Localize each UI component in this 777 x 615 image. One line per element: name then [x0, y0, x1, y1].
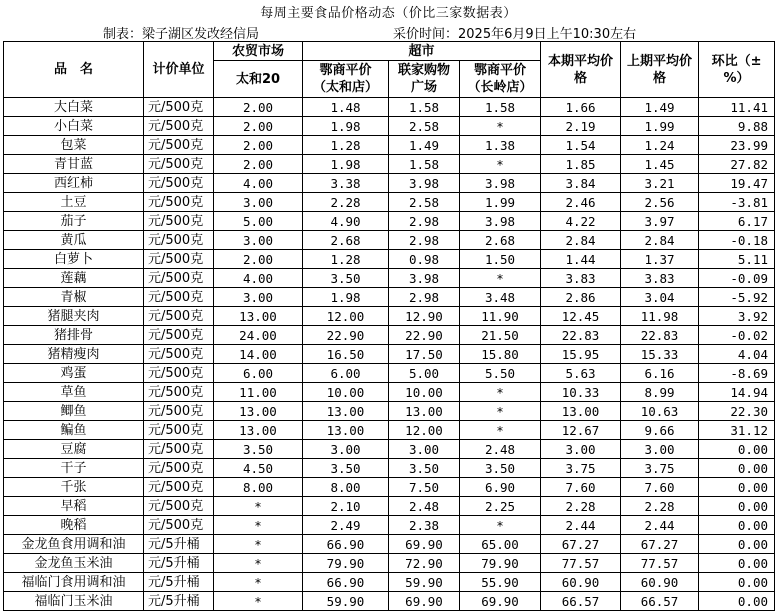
price-eshang-taihe: 66.90 — [303, 573, 389, 592]
item-unit: 元/500克 — [144, 212, 214, 231]
item-name: 千张 — [4, 478, 144, 497]
previous-average: 1.49 — [621, 98, 699, 117]
price-taihe20: * — [214, 497, 303, 516]
item-name: 豆腐 — [4, 440, 144, 459]
price-eshang-changling: 2.25 — [460, 497, 541, 516]
item-name: 晚稻 — [4, 516, 144, 535]
price-eshang-changling: 3.48 — [460, 288, 541, 307]
table-row — [4, 231, 775, 250]
price-eshang-changling: 3.98 — [460, 174, 541, 193]
price-lianjia: 3.98 — [389, 174, 460, 193]
previous-average: 2.28 — [621, 497, 699, 516]
previous-average: 8.99 — [621, 383, 699, 402]
current-average: 15.95 — [541, 345, 621, 364]
change-percent: 27.82 — [699, 155, 775, 174]
table-row — [4, 421, 775, 440]
table-row — [4, 136, 775, 155]
price-eshang-taihe: 2.49 — [303, 516, 389, 535]
item-name: 莲藕 — [4, 269, 144, 288]
price-taihe20: 4.00 — [214, 174, 303, 193]
price-eshang-taihe: 3.50 — [303, 269, 389, 288]
item-unit: 元/500克 — [144, 193, 214, 212]
current-average: 1.66 — [541, 98, 621, 117]
item-name: 鳊鱼 — [4, 421, 144, 440]
table-row — [4, 288, 775, 307]
price-eshang-taihe: 4.90 — [303, 212, 389, 231]
change-percent: 0.00 — [699, 440, 775, 459]
item-unit: 元/500克 — [144, 345, 214, 364]
previous-average: 3.00 — [621, 440, 699, 459]
price-eshang-changling: 2.48 — [460, 440, 541, 459]
table-row — [4, 250, 775, 269]
price-eshang-changling: 2.68 — [460, 231, 541, 250]
price-eshang-changling: * — [460, 117, 541, 136]
price-taihe20: 3.00 — [214, 288, 303, 307]
change-percent: 3.92 — [699, 307, 775, 326]
table-row — [4, 269, 775, 288]
header-farm-market: 农贸市场 — [214, 42, 303, 61]
current-average: 3.84 — [541, 174, 621, 193]
price-taihe20: 2.00 — [214, 98, 303, 117]
price-lianjia: 10.00 — [389, 383, 460, 402]
item-unit: 元/500克 — [144, 136, 214, 155]
item-unit: 元/500克 — [144, 250, 214, 269]
table-row — [4, 478, 775, 497]
price-eshang-taihe: 13.00 — [303, 402, 389, 421]
price-taihe20: * — [214, 592, 303, 611]
price-eshang-changling: 15.80 — [460, 345, 541, 364]
price-lianjia: 2.58 — [389, 193, 460, 212]
header-unit: 计价单位 — [144, 42, 214, 98]
item-name: 白萝卜 — [4, 250, 144, 269]
price-lianjia: 1.49 — [389, 136, 460, 155]
previous-average: 3.97 — [621, 212, 699, 231]
item-unit: 元/500克 — [144, 459, 214, 478]
table-row — [4, 364, 775, 383]
price-lianjia: 2.38 — [389, 516, 460, 535]
price-taihe20: 2.00 — [214, 136, 303, 155]
item-unit: 元/500克 — [144, 326, 214, 345]
item-name: 福临门玉米油 — [4, 592, 144, 611]
change-percent: 0.00 — [699, 478, 775, 497]
change-percent: 0.00 — [699, 459, 775, 478]
change-percent: 0.00 — [699, 554, 775, 573]
previous-average: 1.37 — [621, 250, 699, 269]
table-row — [4, 535, 775, 554]
item-unit: 元/500克 — [144, 383, 214, 402]
price-taihe20: 2.00 — [214, 117, 303, 136]
current-average: 4.22 — [541, 212, 621, 231]
item-unit: 元/500克 — [144, 421, 214, 440]
price-eshang-changling: 69.90 — [460, 592, 541, 611]
item-name: 西红柿 — [4, 174, 144, 193]
current-average: 5.63 — [541, 364, 621, 383]
current-average: 60.90 — [541, 573, 621, 592]
header-supermarket: 超市 — [303, 42, 541, 61]
price-lianjia: 2.98 — [389, 212, 460, 231]
current-average: 3.00 — [541, 440, 621, 459]
item-name: 青甘蓝 — [4, 155, 144, 174]
item-name: 干子 — [4, 459, 144, 478]
price-eshang-changling: * — [460, 269, 541, 288]
price-eshang-changling: * — [460, 516, 541, 535]
price-lianjia: 69.90 — [389, 592, 460, 611]
current-average: 12.45 — [541, 307, 621, 326]
previous-average: 9.66 — [621, 421, 699, 440]
current-average: 2.28 — [541, 497, 621, 516]
previous-average: 67.27 — [621, 535, 699, 554]
price-eshang-taihe: 1.28 — [303, 136, 389, 155]
item-unit: 元/500克 — [144, 98, 214, 117]
table-row — [4, 573, 775, 592]
price-taihe20: 13.00 — [214, 307, 303, 326]
current-average: 1.85 — [541, 155, 621, 174]
price-eshang-changling: * — [460, 421, 541, 440]
price-lianjia: 3.00 — [389, 440, 460, 459]
table-row — [4, 383, 775, 402]
item-unit: 元/500克 — [144, 516, 214, 535]
item-unit: 元/500克 — [144, 478, 214, 497]
price-eshang-changling: 1.50 — [460, 250, 541, 269]
change-percent: -3.81 — [699, 193, 775, 212]
current-average: 1.54 — [541, 136, 621, 155]
previous-average: 2.44 — [621, 516, 699, 535]
price-eshang-taihe: 16.50 — [303, 345, 389, 364]
current-average: 12.67 — [541, 421, 621, 440]
price-eshang-changling: 1.99 — [460, 193, 541, 212]
item-unit: 元/5升桶 — [144, 573, 214, 592]
item-unit: 元/500克 — [144, 440, 214, 459]
current-average: 3.75 — [541, 459, 621, 478]
current-average: 2.19 — [541, 117, 621, 136]
current-average: 2.84 — [541, 231, 621, 250]
previous-average: 6.16 — [621, 364, 699, 383]
change-percent: 23.99 — [699, 136, 775, 155]
header-lianjia: 联家购物广场 — [389, 61, 460, 98]
price-eshang-changling: 65.00 — [460, 535, 541, 554]
item-unit: 元/500克 — [144, 288, 214, 307]
price-taihe20: 13.00 — [214, 402, 303, 421]
previous-average: 2.56 — [621, 193, 699, 212]
previous-average: 11.98 — [621, 307, 699, 326]
item-name: 鸡蛋 — [4, 364, 144, 383]
table-row — [4, 459, 775, 478]
previous-average: 22.83 — [621, 326, 699, 345]
item-unit: 元/500克 — [144, 364, 214, 383]
change-percent: 9.88 — [699, 117, 775, 136]
price-lianjia: 12.00 — [389, 421, 460, 440]
price-eshang-taihe: 59.90 — [303, 592, 389, 611]
table-row — [4, 554, 775, 573]
price-eshang-taihe: 10.00 — [303, 383, 389, 402]
current-average: 2.44 — [541, 516, 621, 535]
change-percent: 0.00 — [699, 573, 775, 592]
table-row — [4, 212, 775, 231]
previous-average: 15.33 — [621, 345, 699, 364]
current-average: 1.44 — [541, 250, 621, 269]
table-row — [4, 440, 775, 459]
previous-average: 10.63 — [621, 402, 699, 421]
item-name: 草鱼 — [4, 383, 144, 402]
table-row — [4, 193, 775, 212]
price-taihe20: 3.00 — [214, 193, 303, 212]
item-unit: 元/5升桶 — [144, 554, 214, 573]
change-percent: -0.02 — [699, 326, 775, 345]
current-average: 3.83 — [541, 269, 621, 288]
change-percent: 11.41 — [699, 98, 775, 117]
previous-average: 1.99 — [621, 117, 699, 136]
price-eshang-changling: 11.90 — [460, 307, 541, 326]
price-taihe20: 11.00 — [214, 383, 303, 402]
price-eshang-taihe: 1.28 — [303, 250, 389, 269]
price-taihe20: 3.50 — [214, 440, 303, 459]
price-eshang-changling: 79.90 — [460, 554, 541, 573]
price-lianjia: 2.48 — [389, 497, 460, 516]
previous-average: 2.84 — [621, 231, 699, 250]
item-unit: 元/500克 — [144, 155, 214, 174]
price-lianjia: 69.90 — [389, 535, 460, 554]
price-lianjia: 5.00 — [389, 364, 460, 383]
price-taihe20: * — [214, 554, 303, 573]
price-taihe20: 2.00 — [214, 250, 303, 269]
price-eshang-taihe: 1.98 — [303, 155, 389, 174]
table-row — [4, 345, 775, 364]
price-lianjia: 72.90 — [389, 554, 460, 573]
change-percent: 0.00 — [699, 516, 775, 535]
table-row — [4, 497, 775, 516]
item-name: 福临门食用调和油 — [4, 573, 144, 592]
table-row — [4, 155, 775, 174]
table-row — [4, 592, 775, 611]
price-taihe20: 13.00 — [214, 421, 303, 440]
current-average: 66.57 — [541, 592, 621, 611]
table-row — [4, 174, 775, 193]
price-lianjia: 13.00 — [389, 402, 460, 421]
price-eshang-taihe: 2.10 — [303, 497, 389, 516]
current-average: 10.33 — [541, 383, 621, 402]
change-percent: 14.94 — [699, 383, 775, 402]
current-average: 2.86 — [541, 288, 621, 307]
price-eshang-taihe: 8.00 — [303, 478, 389, 497]
change-percent: -8.69 — [699, 364, 775, 383]
price-lianjia: 1.58 — [389, 98, 460, 117]
item-name: 大白菜 — [4, 98, 144, 117]
price-eshang-taihe: 3.38 — [303, 174, 389, 193]
price-taihe20: * — [214, 516, 303, 535]
header-previous-avg: 上期平均价格 — [621, 42, 699, 98]
item-unit: 元/500克 — [144, 402, 214, 421]
price-eshang-taihe: 66.90 — [303, 535, 389, 554]
price-eshang-taihe: 3.00 — [303, 440, 389, 459]
price-eshang-taihe: 1.98 — [303, 288, 389, 307]
previous-average: 7.60 — [621, 478, 699, 497]
previous-average: 1.45 — [621, 155, 699, 174]
item-unit: 元/500克 — [144, 231, 214, 250]
change-percent: 5.11 — [699, 250, 775, 269]
price-taihe20: 4.50 — [214, 459, 303, 478]
price-eshang-taihe: 79.90 — [303, 554, 389, 573]
price-lianjia: 3.98 — [389, 269, 460, 288]
item-name: 猪排骨 — [4, 326, 144, 345]
item-unit: 元/500克 — [144, 174, 214, 193]
item-unit: 元/500克 — [144, 269, 214, 288]
previous-average: 77.57 — [621, 554, 699, 573]
price-eshang-taihe: 22.90 — [303, 326, 389, 345]
table-row — [4, 117, 775, 136]
price-taihe20: 24.00 — [214, 326, 303, 345]
item-name: 早稻 — [4, 497, 144, 516]
price-lianjia: 0.98 — [389, 250, 460, 269]
current-average: 13.00 — [541, 402, 621, 421]
price-lianjia: 17.50 — [389, 345, 460, 364]
price-eshang-taihe: 1.48 — [303, 98, 389, 117]
current-average: 67.27 — [541, 535, 621, 554]
price-lianjia: 12.90 — [389, 307, 460, 326]
price-eshang-taihe: 12.00 — [303, 307, 389, 326]
item-name: 茄子 — [4, 212, 144, 231]
header-change: 环比（±%） — [699, 42, 775, 98]
previous-average: 66.57 — [621, 592, 699, 611]
price-taihe20: * — [214, 535, 303, 554]
change-percent: 31.12 — [699, 421, 775, 440]
item-name: 小白菜 — [4, 117, 144, 136]
header-current-avg: 本期平均价格 — [541, 42, 621, 98]
header-eshang-taihe: 鄂商平价（太和店） — [303, 61, 389, 98]
price-taihe20: 6.00 — [214, 364, 303, 383]
current-average: 77.57 — [541, 554, 621, 573]
header-taihe20: 太和20 — [214, 61, 303, 98]
price-lianjia: 1.58 — [389, 155, 460, 174]
price-taihe20: 5.00 — [214, 212, 303, 231]
table-row — [4, 307, 775, 326]
previous-average: 3.21 — [621, 174, 699, 193]
collect-time-label: 采价时间：2025年6月9日上午10:30左右 — [393, 27, 637, 42]
price-taihe20: 14.00 — [214, 345, 303, 364]
price-eshang-changling: 5.50 — [460, 364, 541, 383]
table-row — [4, 98, 775, 117]
previous-average: 60.90 — [621, 573, 699, 592]
current-average: 7.60 — [541, 478, 621, 497]
price-eshang-changling: 1.38 — [460, 136, 541, 155]
change-percent: 4.04 — [699, 345, 775, 364]
price-eshang-changling: 3.50 — [460, 459, 541, 478]
price-eshang-changling: * — [460, 155, 541, 174]
item-unit: 元/5升桶 — [144, 535, 214, 554]
sheet-title: 每周主要食品价格动态（价比三家数据表） — [260, 6, 517, 21]
item-name: 金龙鱼食用调和油 — [4, 535, 144, 554]
price-eshang-changling: * — [460, 383, 541, 402]
item-name: 猪腿夹肉 — [4, 307, 144, 326]
price-eshang-changling: 3.98 — [460, 212, 541, 231]
item-name: 青椒 — [4, 288, 144, 307]
price-eshang-changling: * — [460, 402, 541, 421]
price-taihe20: 4.00 — [214, 269, 303, 288]
current-average: 22.83 — [541, 326, 621, 345]
price-eshang-taihe: 1.98 — [303, 117, 389, 136]
change-percent: -5.92 — [699, 288, 775, 307]
item-unit: 元/500克 — [144, 117, 214, 136]
price-lianjia: 2.98 — [389, 231, 460, 250]
change-percent: 6.17 — [699, 212, 775, 231]
price-eshang-changling: 6.90 — [460, 478, 541, 497]
price-eshang-taihe: 2.68 — [303, 231, 389, 250]
current-average: 2.46 — [541, 193, 621, 212]
item-name: 包菜 — [4, 136, 144, 155]
price-taihe20: 2.00 — [214, 155, 303, 174]
price-eshang-changling: 21.50 — [460, 326, 541, 345]
change-percent: 0.00 — [699, 592, 775, 611]
change-percent: 0.00 — [699, 497, 775, 516]
item-name: 金龙鱼玉米油 — [4, 554, 144, 573]
table-row — [4, 516, 775, 535]
table-row — [4, 402, 775, 421]
change-percent: 19.47 — [699, 174, 775, 193]
item-unit: 元/500克 — [144, 497, 214, 516]
price-lianjia: 2.98 — [389, 288, 460, 307]
item-name: 猪精瘦肉 — [4, 345, 144, 364]
previous-average: 3.04 — [621, 288, 699, 307]
price-eshang-taihe: 3.50 — [303, 459, 389, 478]
item-name: 鲫鱼 — [4, 402, 144, 421]
previous-average: 3.75 — [621, 459, 699, 478]
price-lianjia: 2.58 — [389, 117, 460, 136]
price-lianjia: 59.90 — [389, 573, 460, 592]
price-taihe20: 8.00 — [214, 478, 303, 497]
price-lianjia: 3.50 — [389, 459, 460, 478]
previous-average: 1.24 — [621, 136, 699, 155]
header-name: 品 名 — [4, 42, 144, 98]
item-unit: 元/500克 — [144, 307, 214, 326]
item-unit: 元/5升桶 — [144, 592, 214, 611]
price-eshang-changling: 1.58 — [460, 98, 541, 117]
change-percent: 0.00 — [699, 535, 775, 554]
producer-label: 制表：梁子湖区发改经信局 — [103, 27, 260, 42]
price-eshang-taihe: 13.00 — [303, 421, 389, 440]
price-eshang-changling: 55.90 — [460, 573, 541, 592]
change-percent: -0.09 — [699, 269, 775, 288]
change-percent: -0.18 — [699, 231, 775, 250]
price-table — [3, 41, 775, 611]
previous-average: 3.83 — [621, 269, 699, 288]
price-eshang-taihe: 6.00 — [303, 364, 389, 383]
price-taihe20: 3.00 — [214, 231, 303, 250]
table-row — [4, 326, 775, 345]
item-name: 土豆 — [4, 193, 144, 212]
price-eshang-taihe: 2.28 — [303, 193, 389, 212]
price-lianjia: 22.90 — [389, 326, 460, 345]
price-taihe20: * — [214, 573, 303, 592]
change-percent: 22.30 — [699, 402, 775, 421]
header-eshang-changling: 鄂商平价（长岭店） — [460, 61, 541, 98]
item-name: 黄瓜 — [4, 231, 144, 250]
price-lianjia: 7.50 — [389, 478, 460, 497]
